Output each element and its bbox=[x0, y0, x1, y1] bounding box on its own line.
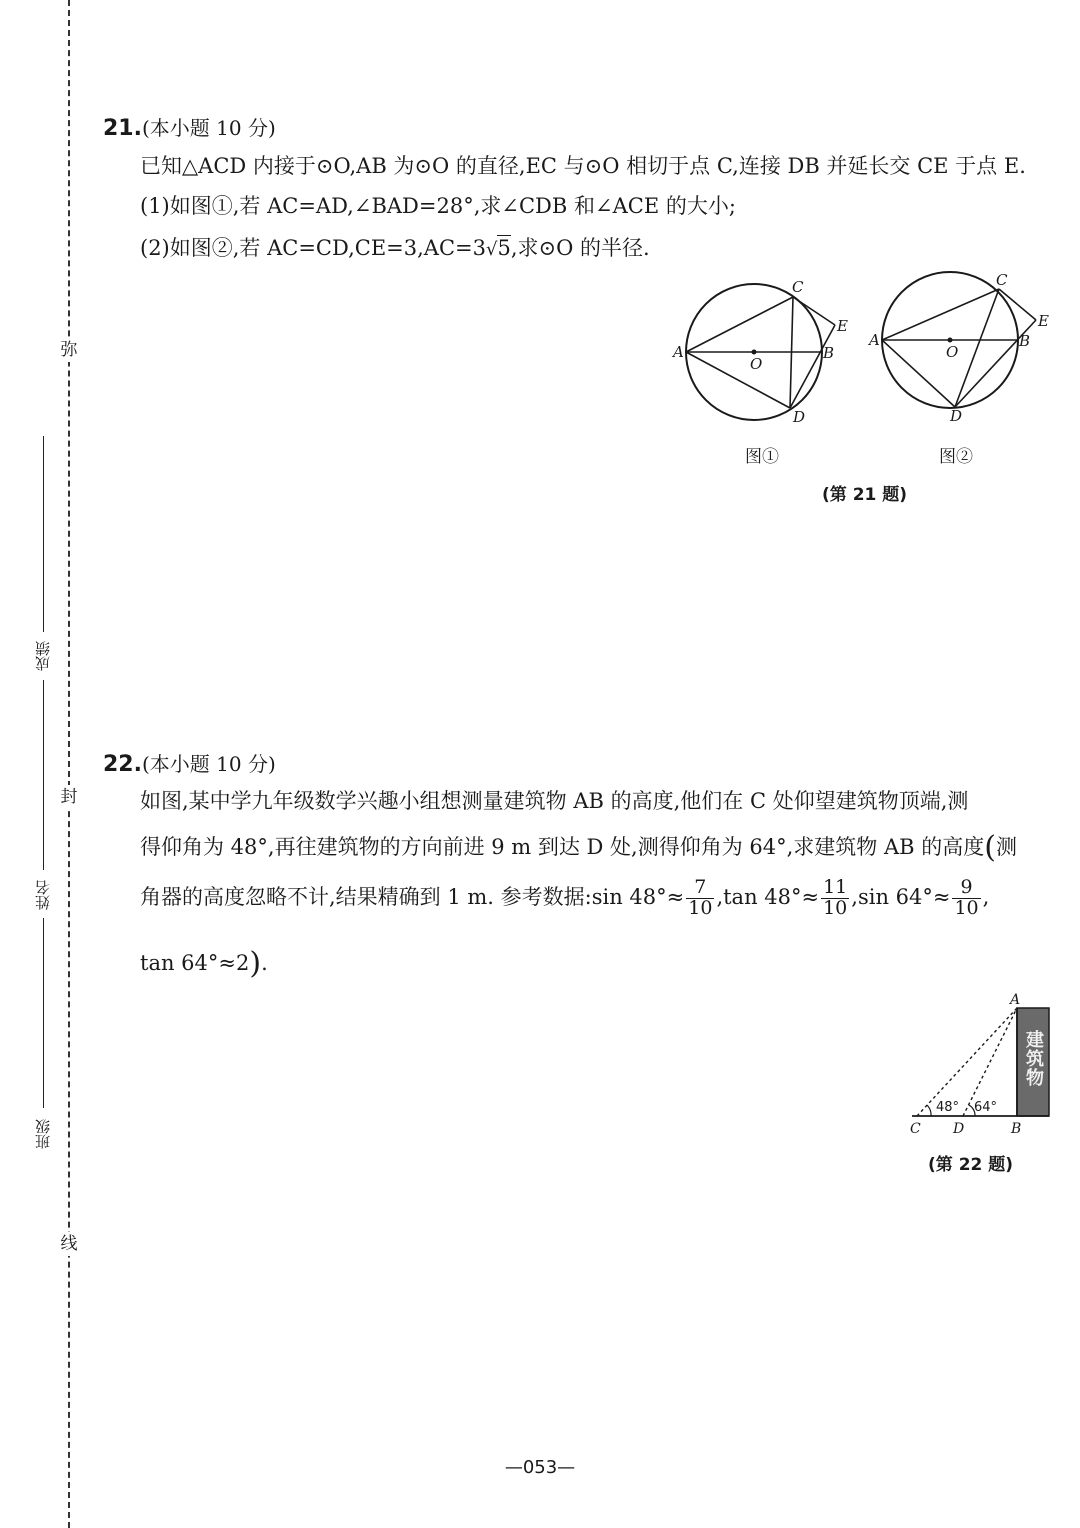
score-field-label: 成绩 bbox=[32, 634, 56, 678]
q22-header bbox=[103, 748, 276, 777]
q22-line4-end: . bbox=[261, 951, 268, 975]
fraction-7-10 bbox=[686, 878, 714, 919]
q21-figure-2 bbox=[866, 262, 1056, 428]
label-a: A bbox=[869, 331, 880, 349]
q21-stem: 已知△ACD 内接于⊙O,AB 为⊙O 的直径,EC 与⊙O 相切于点 C,连接 DB 并延长交 CE 于点 E. bbox=[140, 154, 1026, 178]
frac3-den: 10 bbox=[954, 896, 979, 919]
label-c: C bbox=[996, 271, 1008, 289]
q21-part2 bbox=[140, 232, 650, 262]
q22-line3-mid2: ,sin 64°≈ bbox=[851, 884, 951, 909]
q22-number: 22. bbox=[103, 752, 142, 777]
q22-line2 bbox=[140, 830, 1017, 865]
q22-line3-prefix: 角器的高度忽略不计,结果精确到 1 m. 参考数据:sin 48°≈ bbox=[140, 884, 685, 909]
angle-label-48: 48° bbox=[936, 1100, 960, 1115]
class-field-label: 班级 bbox=[32, 1112, 56, 1156]
margin-char-xian: 线 bbox=[58, 1232, 80, 1256]
q21-header bbox=[103, 112, 276, 141]
q22-line4 bbox=[140, 946, 268, 981]
center-point bbox=[752, 350, 757, 355]
line-de bbox=[790, 325, 835, 408]
q22-line4-text: tan 64°≈2 bbox=[140, 951, 250, 975]
q22-caption: (第 22 题) bbox=[928, 1155, 1014, 1175]
fig1-label: 图① bbox=[745, 447, 779, 467]
chord-ac bbox=[686, 297, 793, 352]
q21-number: 21. bbox=[103, 116, 142, 141]
q22-close-paren: ) bbox=[249, 946, 262, 981]
q22-line2-end: 测 bbox=[995, 835, 1017, 859]
q21-caption: (第 21 题) bbox=[822, 485, 908, 505]
q21-part2-suffix: ,求⊙O 的半径. bbox=[510, 236, 650, 260]
q22-line3 bbox=[140, 878, 989, 919]
frac1-num: 7 bbox=[686, 878, 714, 899]
q22-line2-text: 得仰角为 48°,再往建筑物的方向前进 9 m 到达 D 处,测得仰角为 64°,求建筑物 AB 的高度 bbox=[140, 835, 985, 859]
sqrt-sign: √ bbox=[485, 239, 498, 260]
q22-open-paren: ( bbox=[984, 830, 996, 865]
q22-line3-end: , bbox=[982, 884, 990, 909]
name-fill-line bbox=[43, 680, 44, 870]
label-d: D bbox=[953, 1121, 965, 1137]
fraction-11-10 bbox=[821, 878, 849, 919]
q21-points: (本小题 10 分) bbox=[141, 116, 276, 140]
label-c: C bbox=[910, 1121, 921, 1137]
q22-figure bbox=[900, 990, 1060, 1138]
binding-dashed-line bbox=[68, 0, 70, 1528]
label-o: O bbox=[946, 343, 959, 361]
q21-part2-prefix: (2)如图②,若 AC=CD,CE=3,AC=3 bbox=[140, 236, 486, 260]
label-b: B bbox=[1011, 1121, 1022, 1137]
label-b: B bbox=[823, 344, 835, 362]
frac2-den: 10 bbox=[823, 896, 848, 919]
q21-figure-1 bbox=[670, 268, 860, 428]
score-fill-line bbox=[43, 436, 44, 632]
label-d: D bbox=[793, 408, 806, 426]
label-o: O bbox=[750, 355, 763, 373]
label-a: A bbox=[673, 343, 684, 361]
label-e: E bbox=[837, 317, 848, 335]
fig2-label: 图② bbox=[939, 447, 973, 467]
angle-label-64: 64° bbox=[974, 1100, 998, 1115]
building-label: 建筑物 bbox=[1023, 1029, 1044, 1087]
label-a: A bbox=[1010, 992, 1021, 1008]
tangent-ce bbox=[999, 289, 1036, 320]
label-c: C bbox=[792, 278, 804, 296]
angle-arc-c bbox=[927, 1105, 931, 1116]
q22-line3-mid1: ,tan 48°≈ bbox=[716, 884, 820, 909]
margin-char-feng: 封 bbox=[58, 785, 80, 809]
frac1-den: 10 bbox=[688, 896, 713, 919]
frac2-num: 11 bbox=[823, 876, 848, 898]
fraction-9-10 bbox=[952, 878, 980, 919]
q22-line1: 如图,某中学九年级数学兴趣小组想测量建筑物 AB 的高度,他们在 C 处仰望建筑物顶端,测 bbox=[140, 789, 969, 813]
center-point bbox=[948, 338, 953, 343]
q21-part2-radicand: 5 bbox=[497, 236, 511, 260]
sight-line-ca bbox=[917, 1008, 1017, 1116]
frac3-num: 9 bbox=[952, 878, 980, 899]
page-number: —053— bbox=[504, 1457, 576, 1478]
chord-ad bbox=[686, 352, 790, 408]
label-d: D bbox=[950, 407, 963, 425]
class-fill-line bbox=[43, 918, 44, 1108]
label-e: E bbox=[1038, 312, 1049, 330]
label-b: B bbox=[1019, 332, 1031, 350]
margin-char-mi: 弥 bbox=[58, 338, 80, 362]
chord-ad bbox=[882, 340, 955, 407]
q21-part1: (1)如图①,若 AC=AD,∠BAD=28°,求∠CDB 和∠ACE 的大小; bbox=[140, 194, 736, 218]
name-field-label: 姓名 bbox=[32, 873, 56, 917]
q22-points: (本小题 10 分) bbox=[141, 752, 276, 776]
chord-cd bbox=[955, 289, 999, 407]
chord-ac bbox=[882, 289, 999, 340]
